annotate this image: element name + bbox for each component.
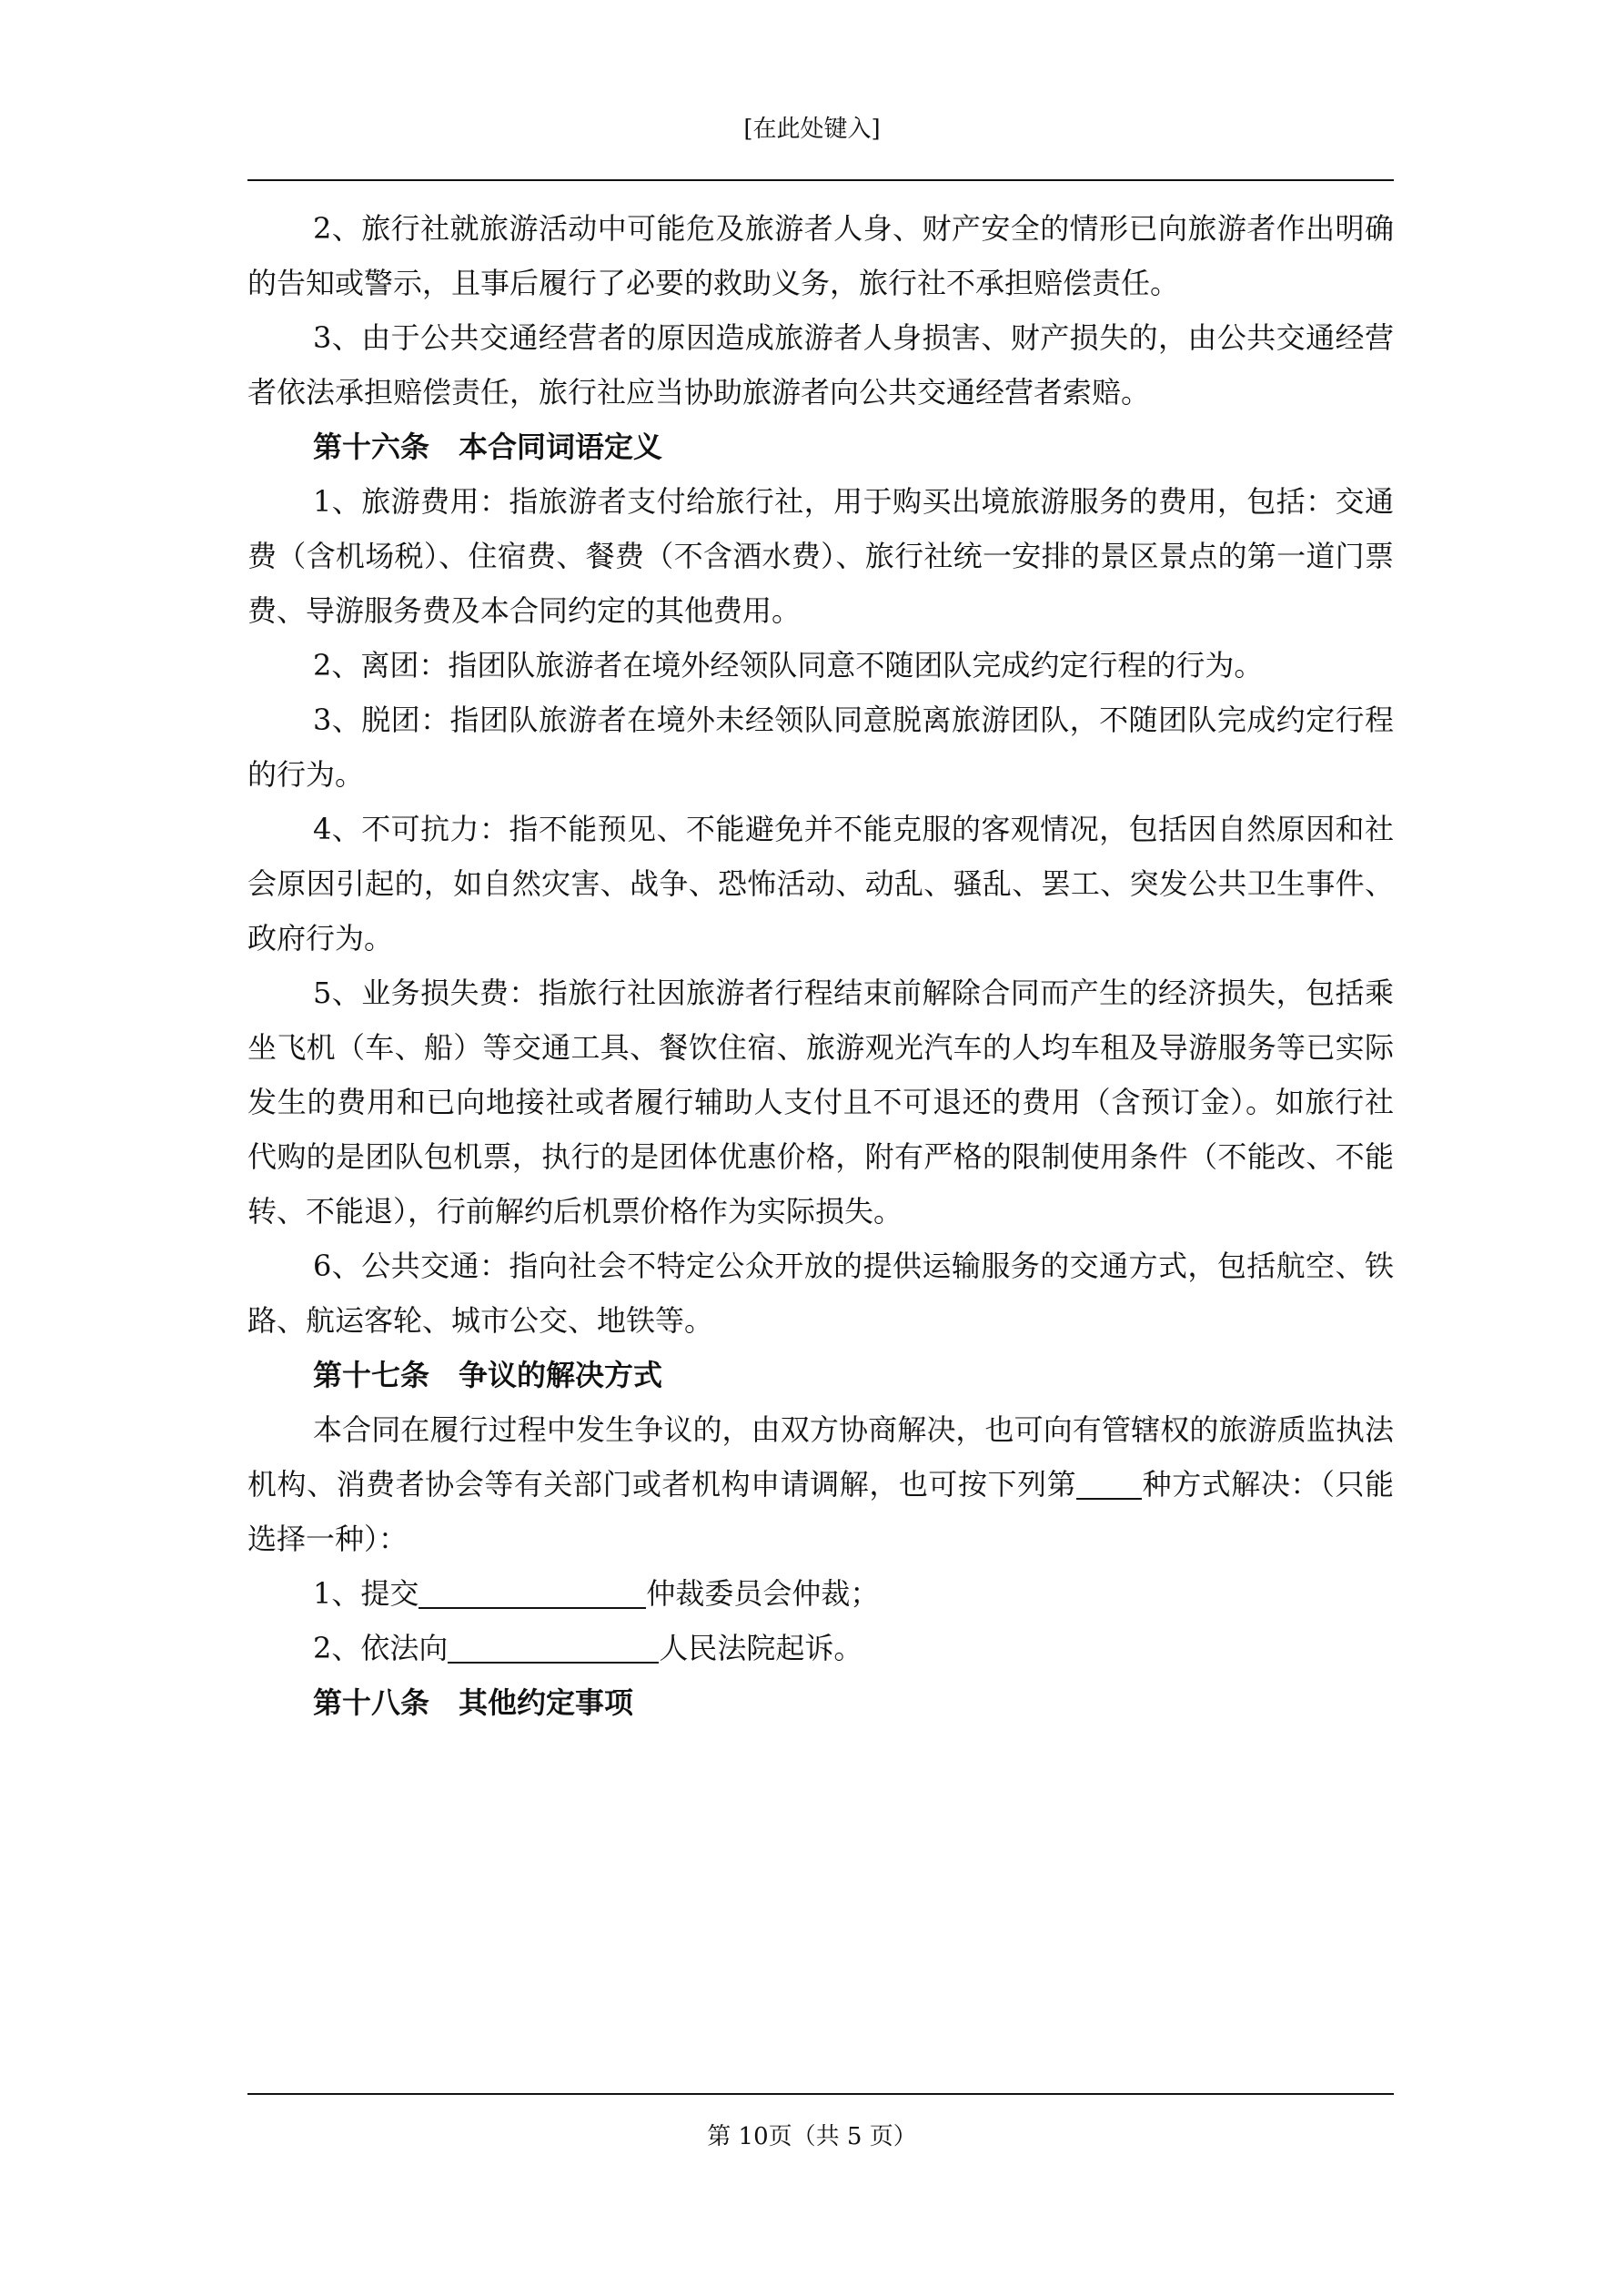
- arbitration-text-part2: 仲裁委员会仲裁；: [646, 1576, 880, 1611]
- arbitration-committee-blank[interactable]: [419, 1576, 646, 1609]
- dispute-resolution-paragraph: [247, 1402, 1394, 1566]
- page-header: [在此处键入]: [743, 116, 881, 143]
- document-body: [247, 201, 1394, 1730]
- paragraph-item-3-public-transport-liability: 3、由于公共交通经营者的原因造成旅游者人身损害、财产损失的，由公共交通经营者依法承担赔偿责任，旅行社应当协助旅游者向公共交通经营者索赔。: [247, 320, 1394, 410]
- arbitration-text-part1: 1、提交: [313, 1576, 419, 1611]
- article-16-heading: 第十六条 本合同词语定义: [313, 430, 663, 464]
- definition-leaving-group: 2、离团：指团队旅游者在境外经领队同意不随团队完成约定行程的行为。: [313, 648, 1264, 683]
- dispute-text-part1: 本合同在履行过程中发生争议的，由双方协商解决，也可向有管辖权的旅游质监执法机构、消费者协会等有关部门或者机构申请调解，也可按下列第: [247, 1412, 1394, 1502]
- header-rule: [247, 179, 1394, 181]
- option-number-blank[interactable]: [1076, 1467, 1142, 1500]
- arbitration-option: [247, 1566, 1394, 1621]
- definition-departing-group: 3、脱团：指团队旅游者在境外未经领队同意脱离旅游团队，不随团队完成约定行程的行为。: [247, 703, 1394, 792]
- footer-rule: [247, 2093, 1394, 2095]
- definition-travel-fees: 1、旅游费用：指旅游者支付给旅行社，用于购买出境旅游服务的费用，包括：交通费（含机场税）、住宿费、餐费（不含酒水费）、旅行社统一安排的景区景点的第一道门票费、导游服务费及本合同约定的其他费用。: [247, 484, 1394, 628]
- litigation-text-part1: 2、依法向: [313, 1631, 449, 1665]
- litigation-option: [247, 1621, 1394, 1675]
- definition-business-loss: 5、业务损失费：指旅行社因旅游者行程结束前解除合同而产生的经济损失，包括乘坐飞机（车、船）等交通工具、餐饮住宿、旅游观光汽车的人均车租及导游服务等已实际发生的费用和已向地接社或者履行辅助人支付且不可退还的费用（含预订金）。如旅行社代购的是团队包机票，执行的是团体优惠价格，附有严格的限制使用条件（不能改、不能转、不能退），行前解约后机票价格作为实际损失。: [247, 976, 1394, 1229]
- litigation-text-part2: 人民法院起诉。: [659, 1631, 863, 1665]
- page-footer: 第 10页（共 5 页）: [707, 2123, 917, 2150]
- definition-force-majeure: 4、不可抗力：指不能预见、不能避免并不能克服的客观情况，包括因自然原因和社会原因引起的，如自然灾害、战争、恐怖活动、动乱、骚乱、罢工、突发公共卫生事件、政府行为。: [247, 812, 1394, 956]
- article-17-heading: 第十七条 争议的解决方式: [313, 1358, 663, 1392]
- article-18-heading: 第十八条 其他约定事项: [313, 1685, 634, 1720]
- paragraph-item-2-safety-notice: 2、旅行社就旅游活动中可能危及旅游者人身、财产安全的情形已向旅游者作出明确的告知或警示，且事后履行了必要的救助义务，旅行社不承担赔偿责任。: [247, 211, 1394, 300]
- dispute-text-part2: 种方式解决：（只能选择一种）：: [247, 1467, 1394, 1556]
- court-name-blank[interactable]: [448, 1631, 659, 1664]
- definition-public-transport: 6、公共交通：指向社会不特定公众开放的提供运输服务的交通方式，包括航空、铁路、航运客轮、城市公交、地铁等。: [247, 1249, 1394, 1338]
